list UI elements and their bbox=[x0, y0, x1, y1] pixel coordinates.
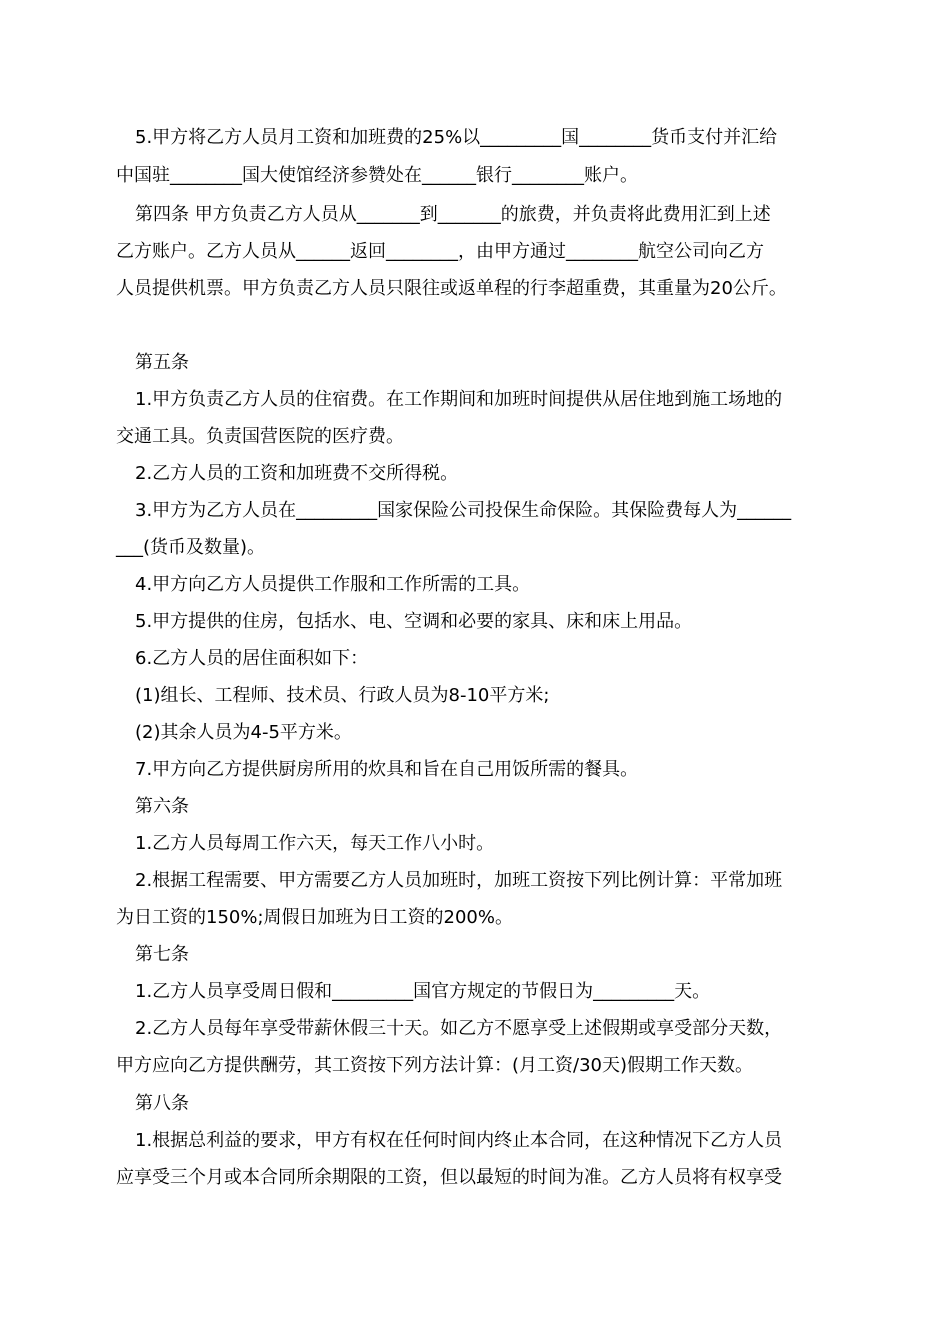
text-line: 2.乙方人员每年享受带薪休假三十天。如乙方不愿享受上述假期或享受部分天数， bbox=[135, 1018, 783, 1039]
text-line: 7.甲方向乙方提供厨房所用的炊具和旨在自己用饭所需的餐具。 bbox=[135, 759, 639, 780]
text-line: 5.甲方提供的住房，包括水、电、空调和必要的家具、床和床上用品。 bbox=[135, 611, 693, 632]
text-line: 6.乙方人员的居住面积如下： bbox=[135, 648, 369, 669]
text-line: 1.根据总利益的要求，甲方有权在任何时间内终止本合同，在这种情况下乙方人员 bbox=[135, 1130, 783, 1151]
text-line: 人员提供机票。甲方负责乙方人员只限往或返单程的行李超重费，其重量为20公斤。 bbox=[116, 278, 787, 299]
text-line: 1.乙方人员享受周日假和_________国官方规定的节假日为_________天。 bbox=[135, 981, 711, 1002]
text-line: 交通工具。负责国营医院的医疗费。 bbox=[116, 426, 404, 447]
text-line: 乙方账户。乙方人员从______返回________，由甲方通过________航空公司向乙方 bbox=[116, 241, 764, 262]
text-line: 1.乙方人员每周工作六天，每天工作八小时。 bbox=[135, 833, 495, 854]
text-line: 1.甲方负责乙方人员的住宿费。在工作期间和加班时间提供从居住地到施工场地的 bbox=[135, 389, 783, 410]
text-line: (2)其余人员为4-5平方米。 bbox=[135, 722, 352, 743]
text-line: 2.乙方人员的工资和加班费不交所得税。 bbox=[135, 463, 459, 484]
text-line: 第四条 甲方负责乙方人员从_______到_______的旅费，并负责将此费用汇到上述 bbox=[135, 204, 771, 225]
text-line: 甲方应向乙方提供酬劳，其工资按下列方法计算：(月工资/30天)假期工作天数。 bbox=[116, 1055, 754, 1076]
article-heading: 第五条 bbox=[135, 352, 189, 373]
text-line: ___(货币及数量)。 bbox=[116, 537, 266, 558]
text-line: (1)组长、工程师、技术员、行政人员为8-10平方米; bbox=[135, 685, 550, 706]
text-line: 应享受三个月或本合同所余期限的工资，但以最短的时间为准。乙方人员将有权享受 bbox=[116, 1167, 782, 1188]
article-heading: 第七条 bbox=[135, 944, 189, 965]
text-line: 为日工资的150%;周假日加班为日工资的200%。 bbox=[116, 907, 513, 928]
text-line: 5.甲方将乙方人员月工资和加班费的25%以_________国________货币支付并汇给 bbox=[135, 127, 778, 148]
text-line: 2.根据工程需要、甲方需要乙方人员加班时，加班工资按下列比例计算：平常加班 bbox=[135, 870, 783, 891]
text-line: 3.甲方为乙方人员在_________国家保险公司投保生命保险。其保险费每人为______ bbox=[135, 500, 792, 521]
text-line: 4.甲方向乙方人员提供工作服和工作所需的工具。 bbox=[135, 574, 531, 595]
article-heading: 第六条 bbox=[135, 796, 189, 817]
article-heading: 第八条 bbox=[135, 1093, 189, 1114]
text-line: 中国驻________国大使馆经济参赞处在______银行________账户。 bbox=[116, 165, 638, 186]
